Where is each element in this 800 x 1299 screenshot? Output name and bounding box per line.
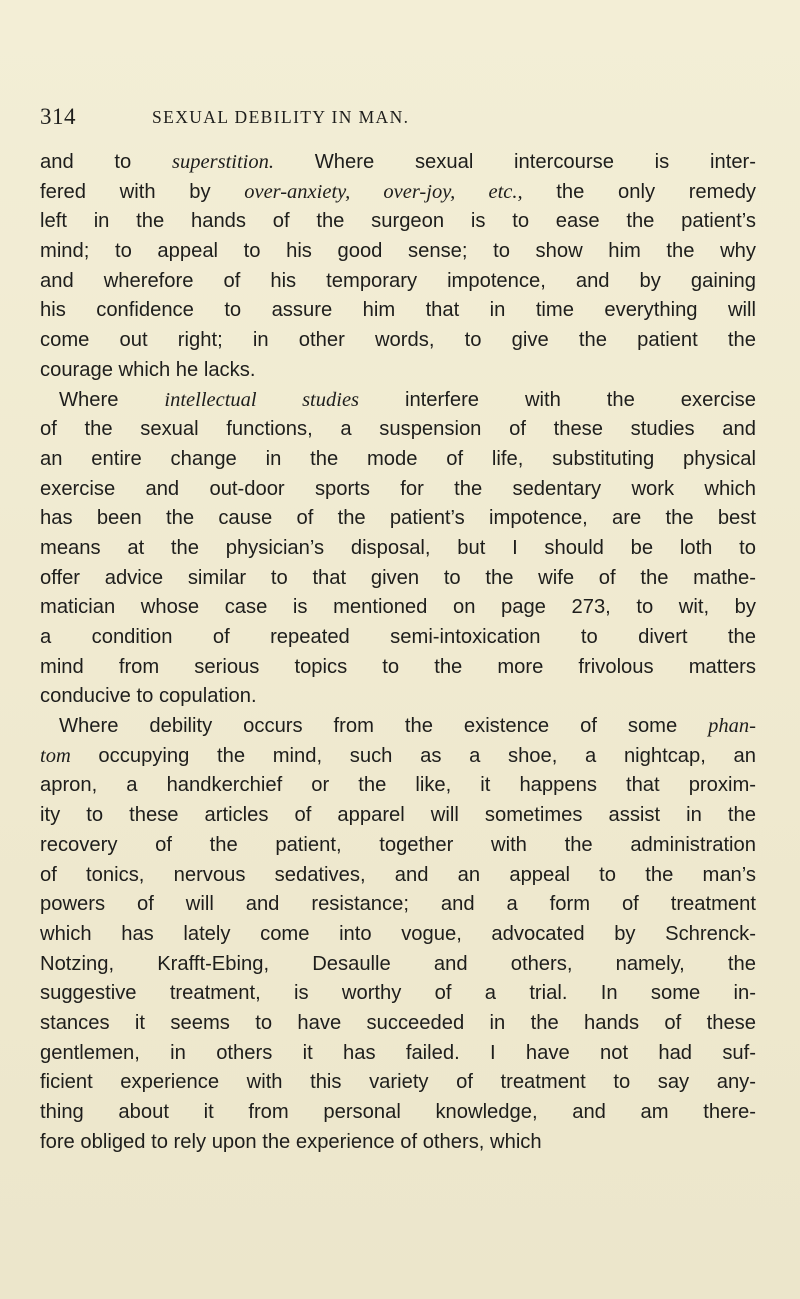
text-line xyxy=(40,861,756,891)
text-line xyxy=(40,386,756,416)
text-run: of the sexual functions, a suspension of these studies and xyxy=(40,418,756,441)
text-run: apron, a handkerchief or the like, it happens that proxim- xyxy=(40,774,756,797)
text-run: and to xyxy=(40,151,173,173)
page-header xyxy=(40,104,760,136)
text-run: and wherefore of his temporary impotence, and by gaining xyxy=(40,269,756,292)
text-run: mind from serious topics to the more frivolous matters xyxy=(40,655,756,678)
text-line xyxy=(40,950,756,980)
text-run: recovery of the patient, together with the administration xyxy=(40,833,756,856)
text-line xyxy=(40,593,756,623)
text-line xyxy=(40,178,756,208)
text-run: conducive to copulation. xyxy=(40,685,257,708)
text-run: matician whose case is mentioned on page 273, to wit, by xyxy=(40,596,756,619)
text-run: thing about it from personal knowledge, and am there- xyxy=(40,1101,756,1123)
text-line xyxy=(40,712,756,742)
text-run: gentlemen, in others it has failed. I have not had suf- xyxy=(40,1041,756,1064)
text-line xyxy=(40,682,756,712)
text-line xyxy=(40,237,756,267)
text-line xyxy=(40,653,756,683)
text-line xyxy=(40,1009,756,1039)
text-line xyxy=(40,920,756,950)
text-line xyxy=(40,296,756,326)
text-line xyxy=(40,475,756,505)
text-run: powers of will and resistance; and a form of treatment xyxy=(40,893,756,916)
text-line xyxy=(40,445,756,475)
text-run: fore obliged to rely upon the experience of others, which xyxy=(40,1130,542,1153)
text-run: courage which he lacks. xyxy=(40,358,256,381)
text-line xyxy=(40,1128,756,1158)
text-run: left in the hands of the surgeon is to ease the patient’s xyxy=(40,210,756,233)
text-run: has been the cause of the patient’s impotence, are the best xyxy=(40,507,756,530)
text-line xyxy=(40,1039,756,1069)
text-run: ficient experience with this variety of treatment to say any- xyxy=(40,1071,756,1094)
text-run: means at the physician’s disposal, but I should be loth to xyxy=(40,536,756,559)
body-text xyxy=(40,148,756,1157)
text-run: exercise and out-door sports for the sedentary work which xyxy=(40,477,756,500)
running-head: SEXUAL DEBILITY IN MAN. xyxy=(152,107,410,127)
text-line xyxy=(40,742,756,772)
text-run: offer advice similar to that given to the wife of the mathe- xyxy=(40,566,756,589)
text-line xyxy=(40,356,756,386)
text-line xyxy=(40,415,756,445)
text-line xyxy=(40,1098,756,1128)
italic-text: superstition. xyxy=(172,151,274,173)
text-line xyxy=(40,890,756,920)
text-line xyxy=(40,534,756,564)
text-run: stances it seems to have succeeded in the hands of these xyxy=(40,1011,756,1034)
text-run: Where debility occurs from the existence of some xyxy=(59,715,709,738)
italic-text: tom xyxy=(40,744,71,767)
text-run: Notzing, Krafft-Ebing, Desaulle and others, namely, the xyxy=(40,952,756,975)
text-line xyxy=(40,148,756,178)
text-line xyxy=(40,771,756,801)
text-line xyxy=(40,326,756,356)
text-line xyxy=(40,267,756,297)
text-run: fered with by xyxy=(40,180,245,203)
italic-text: intellectual studies xyxy=(164,388,360,411)
text-line xyxy=(40,504,756,534)
text-run: the only remedy xyxy=(522,180,756,203)
text-run: ity to these articles of apparel will sometimes assist in the xyxy=(40,804,756,827)
italic-text: over-anxiety, over-joy, etc., xyxy=(244,180,523,203)
text-line xyxy=(40,801,756,831)
text-run: mind; to appeal to his good sense; to show him the why xyxy=(40,240,756,263)
text-run: which has lately come into vogue, advocated by Schrenck- xyxy=(40,922,756,945)
italic-text: phan- xyxy=(708,715,756,738)
text-line xyxy=(40,564,756,594)
text-run: Where sexual intercourse is inter- xyxy=(273,151,756,173)
text-run: his confidence to assure him that in time everything will xyxy=(40,299,756,322)
text-run: a condition of repeated semi-intoxication to divert the xyxy=(40,626,756,648)
text-run: interfere with the exercise xyxy=(359,388,756,411)
text-line xyxy=(40,207,756,237)
page-number: 314 xyxy=(40,104,76,129)
text-line xyxy=(40,1068,756,1098)
text-run: suggestive treatment, is worthy of a trial. In some in- xyxy=(40,982,756,1005)
text-run: an entire change in the mode of life, substituting physical xyxy=(40,447,756,470)
text-line xyxy=(40,979,756,1009)
text-line xyxy=(40,831,756,861)
text-run: come out right; in other words, to give the patient the xyxy=(40,329,756,352)
text-run: occupying the mind, such as a shoe, a nightcap, an xyxy=(70,744,756,767)
text-run: Where xyxy=(59,388,165,411)
text-line xyxy=(40,623,756,653)
text-run: of tonics, nervous sedatives, and an appeal to the man’s xyxy=(40,863,756,886)
